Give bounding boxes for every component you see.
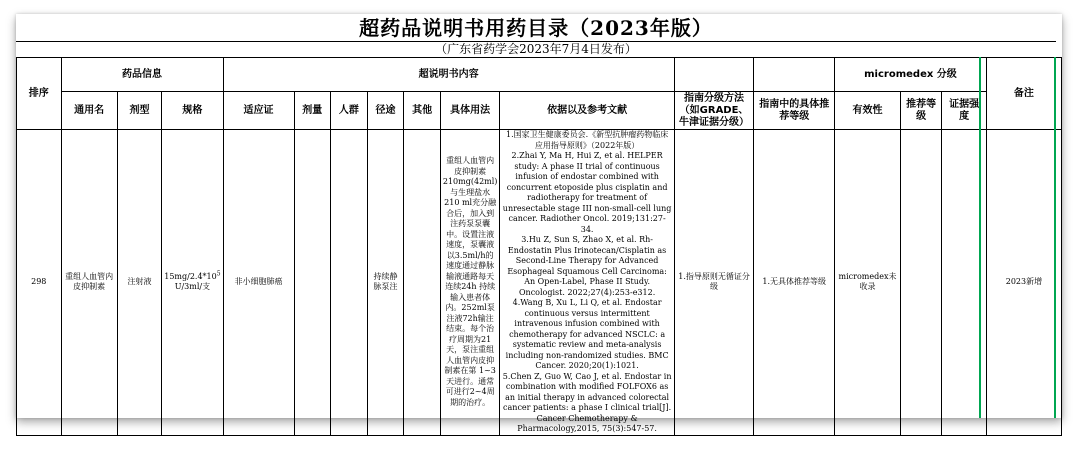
cell-generic-name: 重组人血管内皮抑制素 xyxy=(61,130,117,436)
cell-references xyxy=(500,130,674,436)
document-title: 超药品说明书用药目录（2023年版） xyxy=(359,16,713,40)
guide-method-blank xyxy=(674,58,754,92)
reference-item: 4.Wang B, Xu L, Li Q, et al. Endostar continuous versus intermittent intravenous infusion combined with chemotherapy for advanced NSCLC: a systematic review and meta-analysis including non-randomized studies. BMC Cancer. 2020;20(1):1021. xyxy=(505,298,669,370)
col-basis-header: 依据以及参考文献 xyxy=(500,92,674,130)
col-other-header: 其他 xyxy=(404,92,441,130)
micromedex-header: micromedex 分级 xyxy=(835,58,987,92)
cell-route: 持续静脉泵注 xyxy=(367,130,404,436)
document-sheet xyxy=(16,14,1062,433)
cell-form: 注射液 xyxy=(117,130,161,436)
header-row-columns xyxy=(17,92,1062,130)
offlabel-content-header: 超说明书内容 xyxy=(223,58,674,92)
col-form-header: 剂型 xyxy=(117,92,161,130)
col-guide-method-header: 指南分级方法（如GRADE、牛津证据分级） xyxy=(674,92,754,130)
col-guide-level-header: 指南中的具体推荐等级 xyxy=(754,92,835,130)
col-usage-header: 具体用法 xyxy=(440,92,500,130)
cell-guide-method: 1.指导原则无循证分级 xyxy=(674,130,754,436)
cell-dose xyxy=(294,130,331,436)
cell-guide-level: 1.无具体推荐等级 xyxy=(754,130,835,436)
cell-population xyxy=(331,130,368,436)
cell-efficacy: micromedex未收录 xyxy=(835,130,901,436)
col-generic-name-header: 通用名 xyxy=(61,92,117,130)
guide-level-blank xyxy=(754,58,835,92)
reference-item: 3.Hu Z, Sun S, Zhao X, et al. Rh-Endostatin Plus Irinotecan/Cisplatin as Second-Line Therapy for Advanced Esophageal Squamous Cell Carcinoma: An Open-Label, Phase II Study. Oncologist. 2022;27(4):253-e312. xyxy=(507,235,667,297)
col-dose-header: 剂量 xyxy=(294,92,331,130)
col-spec-header: 规格 xyxy=(162,92,223,130)
selection-border-right xyxy=(1054,57,1056,418)
spec-superscript: 5 xyxy=(216,270,221,278)
cell-remark: 2023新增 xyxy=(986,130,1061,436)
drug-info-header: 药品信息 xyxy=(61,58,223,92)
spec-unit: U/3ml/支 xyxy=(174,282,211,292)
cell-spec xyxy=(162,130,223,436)
drug-table xyxy=(16,57,1062,436)
col-indication-header: 适应证 xyxy=(223,92,294,130)
document-subtitle: （广东省药学会2023年7月4日发布） xyxy=(435,42,637,56)
cell-rec-level xyxy=(900,130,942,436)
cell-other xyxy=(404,130,441,436)
col-rec-level-header: 推荐等级 xyxy=(900,92,942,130)
remark-header: 备注 xyxy=(986,58,1061,130)
cell-indication: 非小细胞肺癌 xyxy=(223,130,294,436)
reference-item: 1.国家卫生健康委员会.《新型抗肿瘤药物临床应用指导原则》（2022年版） xyxy=(506,130,669,150)
col-route-header: 径途 xyxy=(367,92,404,130)
reference-item: 5.Chen Z, Guo W, Cao J, et al. Endostar in combination with modified FOLFOX6 as an initial therapy in advanced colorectal cancer patients: a phase I clinical trial[J]. Cancer Chemotherapy & Pharmacology,2015, 75(3):547-57. xyxy=(502,371,672,433)
header-row-group xyxy=(17,58,1062,92)
col-efficacy-header: 有效性 xyxy=(835,92,901,130)
reference-item: 2.Zhai Y, Ma H, Hui Z, et al. HELPER study: A phase II trial of continuous infusion of endostar combined with concurrent etoposide plus cisplatin and radiotherapy for treatment of unresectable stage III non-small-cell lung cancer. Radiother Oncol. 2019;131:27-34. xyxy=(502,151,672,234)
cell-seq: 298 xyxy=(17,130,62,436)
col-seq-header: 排序 xyxy=(17,58,62,130)
col-evidence-header: 证据强度 xyxy=(942,92,986,130)
col-population-header: 人群 xyxy=(331,92,368,130)
spec-main: 15mg/2.4*10 xyxy=(164,271,217,281)
cell-usage: 重组人血管内皮抑制素210mg(42ml)与生理盐水210 ml充分融合后，加入到注药泵泵囊中。设置注液速度，泵囊液以3.5ml/h的速度通过静脉输液通路每天连续24h 持续输入患者体内。252ml泵注液72h输注结束。每个治疗周期为21天，泵注重组人血管内皮抑制素在第 1~3天进行。通常可进行2~4周期的治疗。 xyxy=(440,130,500,436)
selection-border-left xyxy=(979,57,981,418)
table-row xyxy=(17,130,1062,436)
